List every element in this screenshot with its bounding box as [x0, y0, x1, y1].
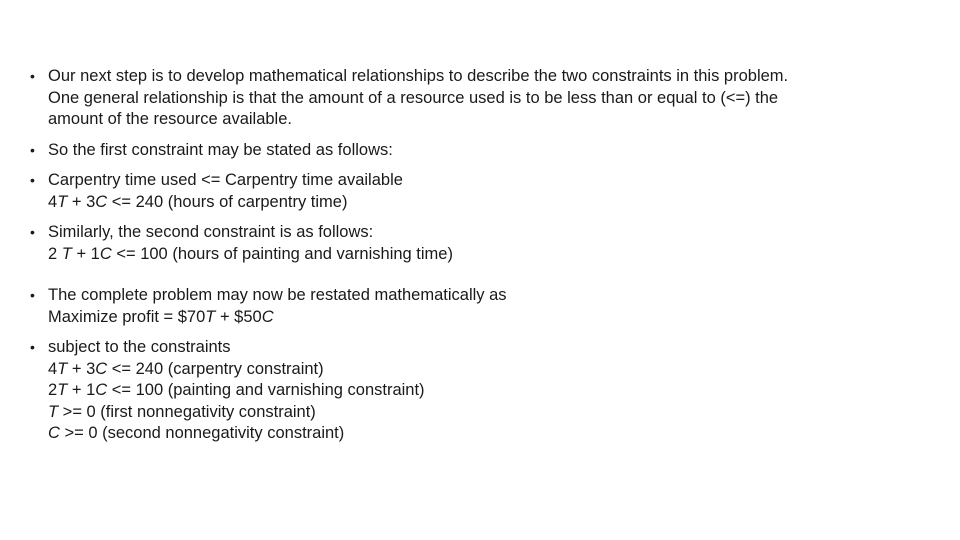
bullet-text-line: So the first constraint may be stated as follows:: [48, 140, 393, 159]
bullet-list: [30, 66, 930, 454]
bullet-item: [30, 337, 930, 445]
bullet-text-line: Similarly, the second constraint is as follows:: [48, 223, 374, 241]
bullet-text-line: Maximize profit = $70T + $50C: [48, 307, 274, 326]
bullet-text-line: 2T + 1C <= 100 (painting and varnishing constraint): [48, 381, 425, 399]
bullet-text-line: Carpentry time used <= Carpentry time available: [48, 171, 403, 189]
bullet-marker: •: [30, 224, 35, 240]
bullet-marker: •: [30, 287, 35, 303]
bullet-item: [30, 170, 930, 213]
bullet-item: [30, 285, 930, 328]
bullet-marker: •: [30, 141, 35, 158]
bullet-text-line: One general relationship is that the amount of a resource used is to be less than or equal to (<=) the: [48, 88, 779, 107]
bullet-text-line: The complete problem may now be restated mathematically as: [48, 286, 507, 304]
bullet-text-line: amount of the resource available.: [48, 110, 292, 128]
bullet-text-line: 2 T + 1C <= 100 (hours of painting and varnishing time): [48, 244, 453, 263]
bullet-text-line: Our next step is to develop mathematical relationships to describe the two constraints in this problem.: [48, 67, 789, 85]
bullet-text-line: subject to the constraints: [48, 338, 231, 356]
bullet-marker: •: [30, 68, 35, 84]
bullet-item: [30, 222, 930, 265]
bullet-item: [30, 140, 930, 162]
bullet-text-line: 4T + 3C <= 240 (carpentry constraint): [48, 359, 324, 378]
bullet-text-line: 4T + 3C <= 240 (hours of carpentry time): [48, 192, 348, 211]
bullet-text-line: C >= 0 (second nonnegativity constraint): [48, 424, 345, 442]
bullet-marker: •: [30, 339, 35, 355]
bullet-text-line: T >= 0 (first nonnegativity constraint): [48, 402, 316, 421]
bullet-marker: •: [30, 172, 35, 188]
bullet-item: [30, 66, 930, 131]
